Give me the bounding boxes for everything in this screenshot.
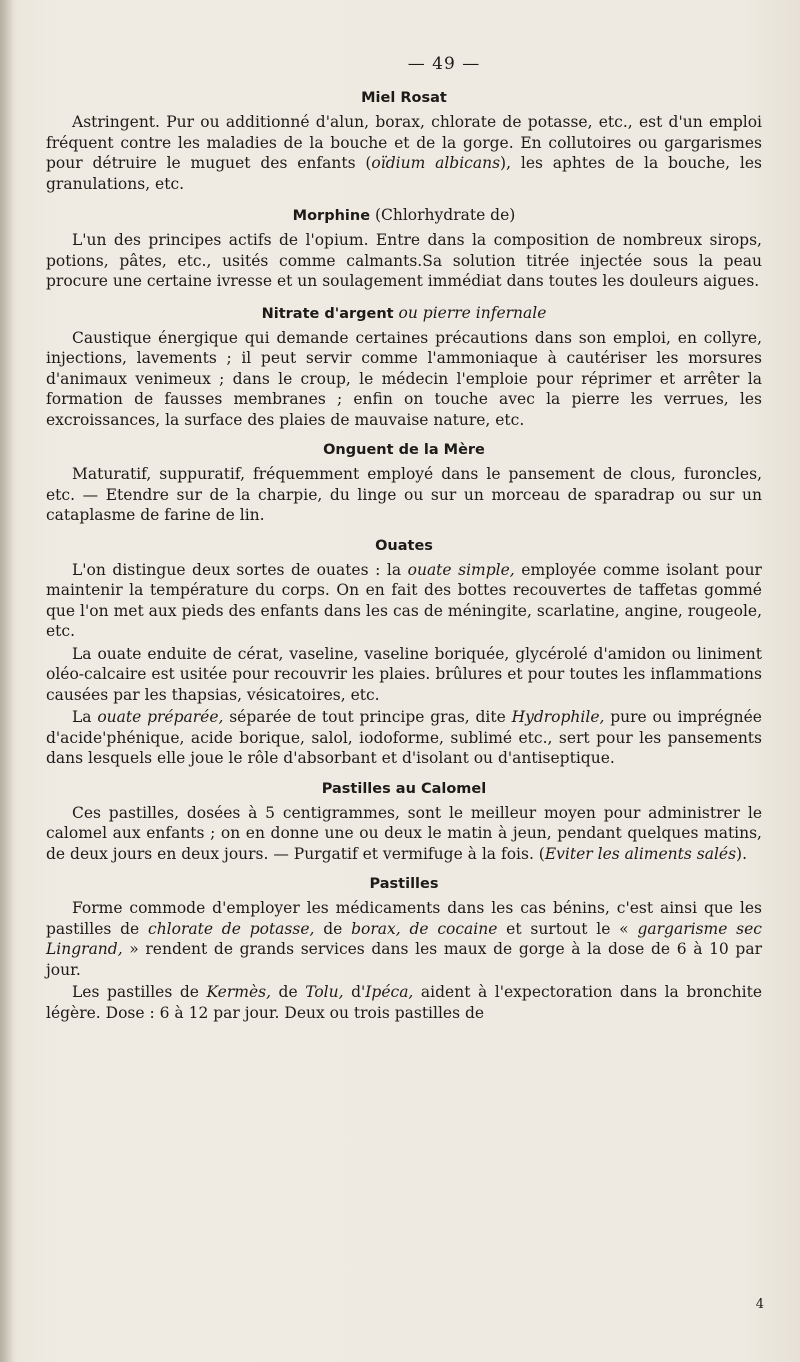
text-run: et surtout le «	[497, 919, 638, 938]
paragraph	[46, 328, 762, 431]
italic-text: borax, de cocaine	[351, 919, 498, 938]
section-title: Ouates	[375, 537, 433, 554]
paragraph	[46, 644, 762, 706]
text-run: aident à l'expectoration dans la bronchite légère. Dose : 6 à 12 par jour. Deux ou trois pastilles de	[46, 983, 762, 1022]
signature-mark: 4	[755, 1297, 764, 1312]
paragraph	[46, 803, 762, 865]
paragraph	[46, 560, 762, 642]
text-run: de	[271, 983, 306, 1001]
text-run: » rendent de grands services dans les maux de gorge à la dose de 6 à 10 par jour.	[46, 940, 762, 979]
text-run: ).	[736, 844, 748, 863]
section-heading	[46, 538, 762, 554]
paragraph	[46, 464, 762, 526]
italic-text: Hydrophile,	[511, 708, 605, 726]
text-run: Maturatif, suppuratif, fréquemment employé dans le pansement de clous, furoncles, etc. — Etendre sur de la charpie, du linge ou sur un morceau de sparadrap ou sur un cataplasme de farine de lin.	[46, 465, 762, 524]
sections-container	[46, 90, 762, 1023]
section-title: Pastilles	[369, 876, 439, 892]
italic-text: ouate préparée,	[97, 708, 224, 726]
text-run: de	[314, 919, 352, 938]
italic-text: gargarisme sec Lingrand,	[46, 919, 762, 958]
text-run: Les pastilles de	[72, 983, 207, 1001]
section-title: Onguent de la Mère	[323, 442, 485, 458]
section-heading	[46, 206, 762, 224]
italic-text: Tolu,	[305, 983, 344, 1001]
section-heading	[46, 876, 762, 892]
italic-text: Eviter les aliments salés	[544, 844, 737, 863]
paragraph	[46, 112, 762, 194]
section-heading	[46, 90, 762, 106]
text-run: La ouate enduite de cérat, vaseline, vaseline boriquée, glycérolé d'amidon ou liniment oléo-calcaire est usitée pour recouvrir les plaies. brûlures et pour toutes les inflammations causées par les thapsias, vésicatoires, etc.	[46, 644, 762, 704]
text-run: Caustique énergique qui demande certaines précautions dans son emploi, en collyre, injections, lavements ; il peut servir comme l'ammoniaque à cautériser les morsures d'animaux venimeux ; dans le croup, le médecin l'emploie pour réprimer et arrêter la formation de fausses membranes ; enfin on touche avec la pierre les verrues, les excroissances, la surface des plaies de mauvaise nature, etc.	[46, 328, 762, 429]
section-heading	[46, 442, 762, 458]
text-run: L'un des principes actifs de l'opium. Entre dans la composition de nombreux sirops, potions, pâtes, etc., usités comme calmants.Sa solution titrée injectée sous la peau procure une certaine ivresse et un soulagement immédiat dans toutes les douleurs aigues.	[46, 231, 762, 290]
italic-text: oïdium albicans	[371, 154, 501, 172]
page-content	[46, 54, 762, 1025]
paragraph	[46, 898, 762, 980]
section-heading	[46, 304, 762, 322]
text-run: pure ou imprégnée d'acide'phénique, acide borique, salol, iodoforme, sublimé etc., sert pour les pansements dans lesquels elle joue le rôle d'absorbant et d'isolant ou d'antiseptique.	[46, 708, 762, 767]
page-number: — 49 —	[407, 54, 481, 74]
text-run: La	[72, 708, 98, 726]
text-run: séparée de tout principe gras, dite	[223, 708, 512, 726]
section-title-suffix: ou pierre infernale	[393, 303, 547, 322]
text-run: Forme commode d'employer les médicaments dans les cas bénins, c'est ainsi que les pastilles de	[46, 899, 762, 938]
section-heading	[46, 781, 762, 797]
text-run: L'on distingue deux sortes de ouates : la	[72, 560, 408, 579]
section-title: Morphine	[292, 208, 371, 224]
section-title-suffix: (Chlorhydrate de)	[370, 206, 516, 224]
section-title: Nitrate d'argent	[261, 305, 394, 322]
text-run: Astringent. Pur ou additionné d'alun, borax, chlorate de potasse, etc., est d'un emploi fréquent contre les maladies de la bouche et de la gorge. En collutoires ou gargarismes pour détruire le muguet des enfants (	[46, 113, 762, 172]
italic-text: chlorate de potasse,	[148, 919, 315, 938]
paragraph	[46, 982, 762, 1023]
italic-text: ouate simple,	[407, 560, 515, 579]
italic-text: Ipéca,	[365, 983, 414, 1001]
text-run: Ces pastilles, dosées à 5 centigrammes, sont le meilleur moyen pour administrer le calomel aux enfants ; on en donne une ou deux le matin à jeun, pendant quelques matins, de deux jours en deux jours. — Purgatif et vermifuge à la fois. (	[46, 803, 762, 863]
text-run: employée comme isolant pour maintenir la température du corps. On en fait des bottes recouvertes de taffetas gommé que l'on met aux pieds des enfants dans les cas de méningite, scarlatine, angine, rougeole, etc.	[46, 560, 762, 640]
section-title: Miel Rosat	[361, 90, 447, 106]
text-run: d'	[343, 983, 366, 1001]
section-title: Pastilles au Calomel	[321, 780, 487, 797]
page-edge-shadow	[0, 0, 14, 1362]
text-run: ), les aphtes de la bouche, les granulations, etc.	[46, 154, 762, 193]
italic-text: Kermès,	[206, 983, 272, 1001]
paragraph	[46, 230, 762, 292]
paragraph	[46, 707, 762, 769]
